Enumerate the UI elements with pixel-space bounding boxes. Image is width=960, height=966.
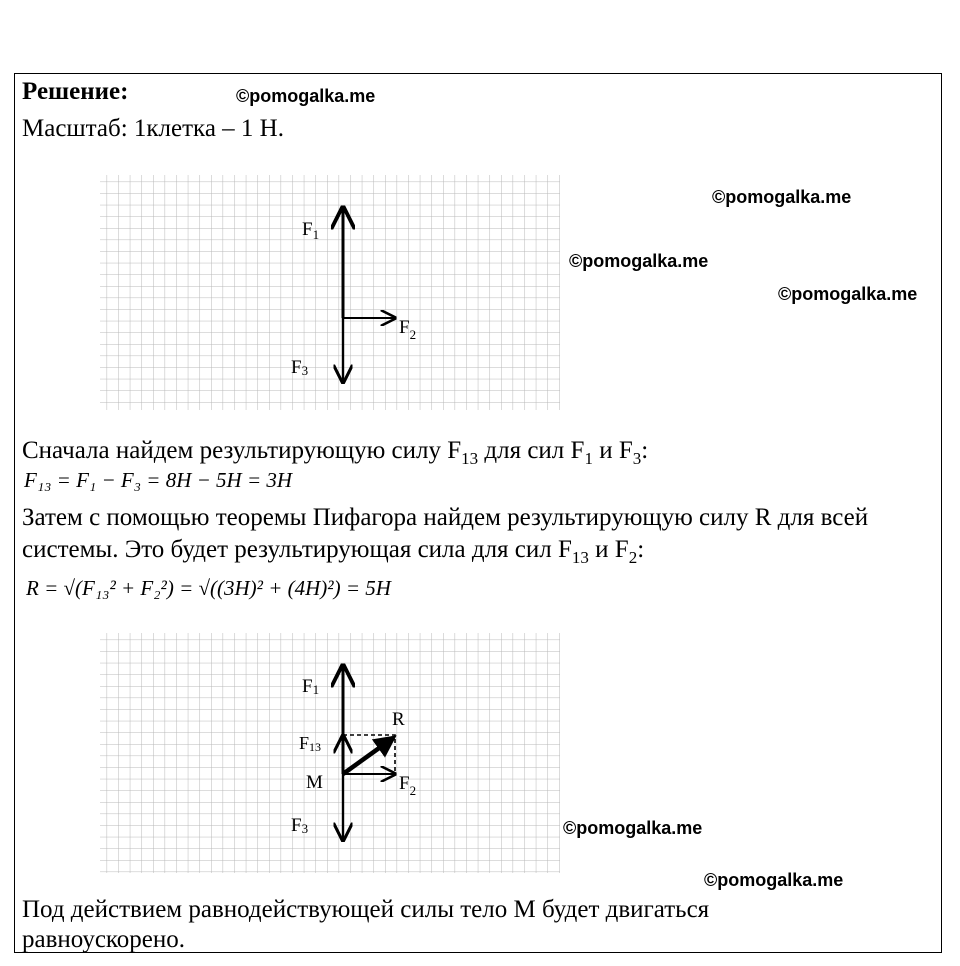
conclusion-line-2: равноускорено. xyxy=(22,926,186,953)
label-f1: $F_1$ xyxy=(302,219,320,242)
paragraph-1: Сначала найдем результирующую силу $F_{13}$ для сил $F_1$ и $F_3$: xyxy=(22,437,649,468)
force-diagram-2 xyxy=(95,628,565,883)
label-f3: F3 xyxy=(291,815,309,836)
grid-background xyxy=(100,633,560,873)
label-f13: F13 xyxy=(299,733,322,754)
force-diagram-1 xyxy=(95,170,565,415)
conclusion-line-1: Под действием равнодействующей силы тело М будет двигаться xyxy=(22,896,710,923)
label-f2: $F_2$ xyxy=(399,317,417,342)
solution-heading: Решение: xyxy=(22,78,129,105)
formula-f13: F₁₃ = F₁ − F₃ = 8H − 5H = 3H xyxy=(24,468,293,492)
watermark-3: ©pomogalka.me xyxy=(569,251,709,271)
formula-resultant: R = √(F₁₃² + F₂²) = √((3H)² + (4H)²) = 5H xyxy=(26,576,391,600)
watermark-1: ©pomogalka.me xyxy=(236,86,376,106)
grid-background xyxy=(100,175,560,410)
label-f3: F3 xyxy=(291,357,309,378)
watermark-2: ©pomogalka.me xyxy=(712,187,852,207)
label-f1: F1 xyxy=(302,676,320,697)
watermark-4: ©pomogalka.me xyxy=(778,284,918,304)
label-r: R xyxy=(392,709,405,730)
watermark-5: ©pomogalka.me xyxy=(563,818,703,838)
label-f2: $F_2$ xyxy=(399,773,417,798)
scale-line: Масштаб: 1клетка – 1 Н. xyxy=(22,115,284,142)
watermark-6: ©pomogalka.me xyxy=(704,870,844,890)
label-m: M xyxy=(306,772,323,793)
paragraph-2-line-2: системы. Это будет результирующая сила для сил $F_{13}$ и $F_2$: xyxy=(22,536,645,567)
paragraph-2-line-1: Затем с помощью теоремы Пифагора найдем результирующую силу R для всей xyxy=(22,504,869,531)
